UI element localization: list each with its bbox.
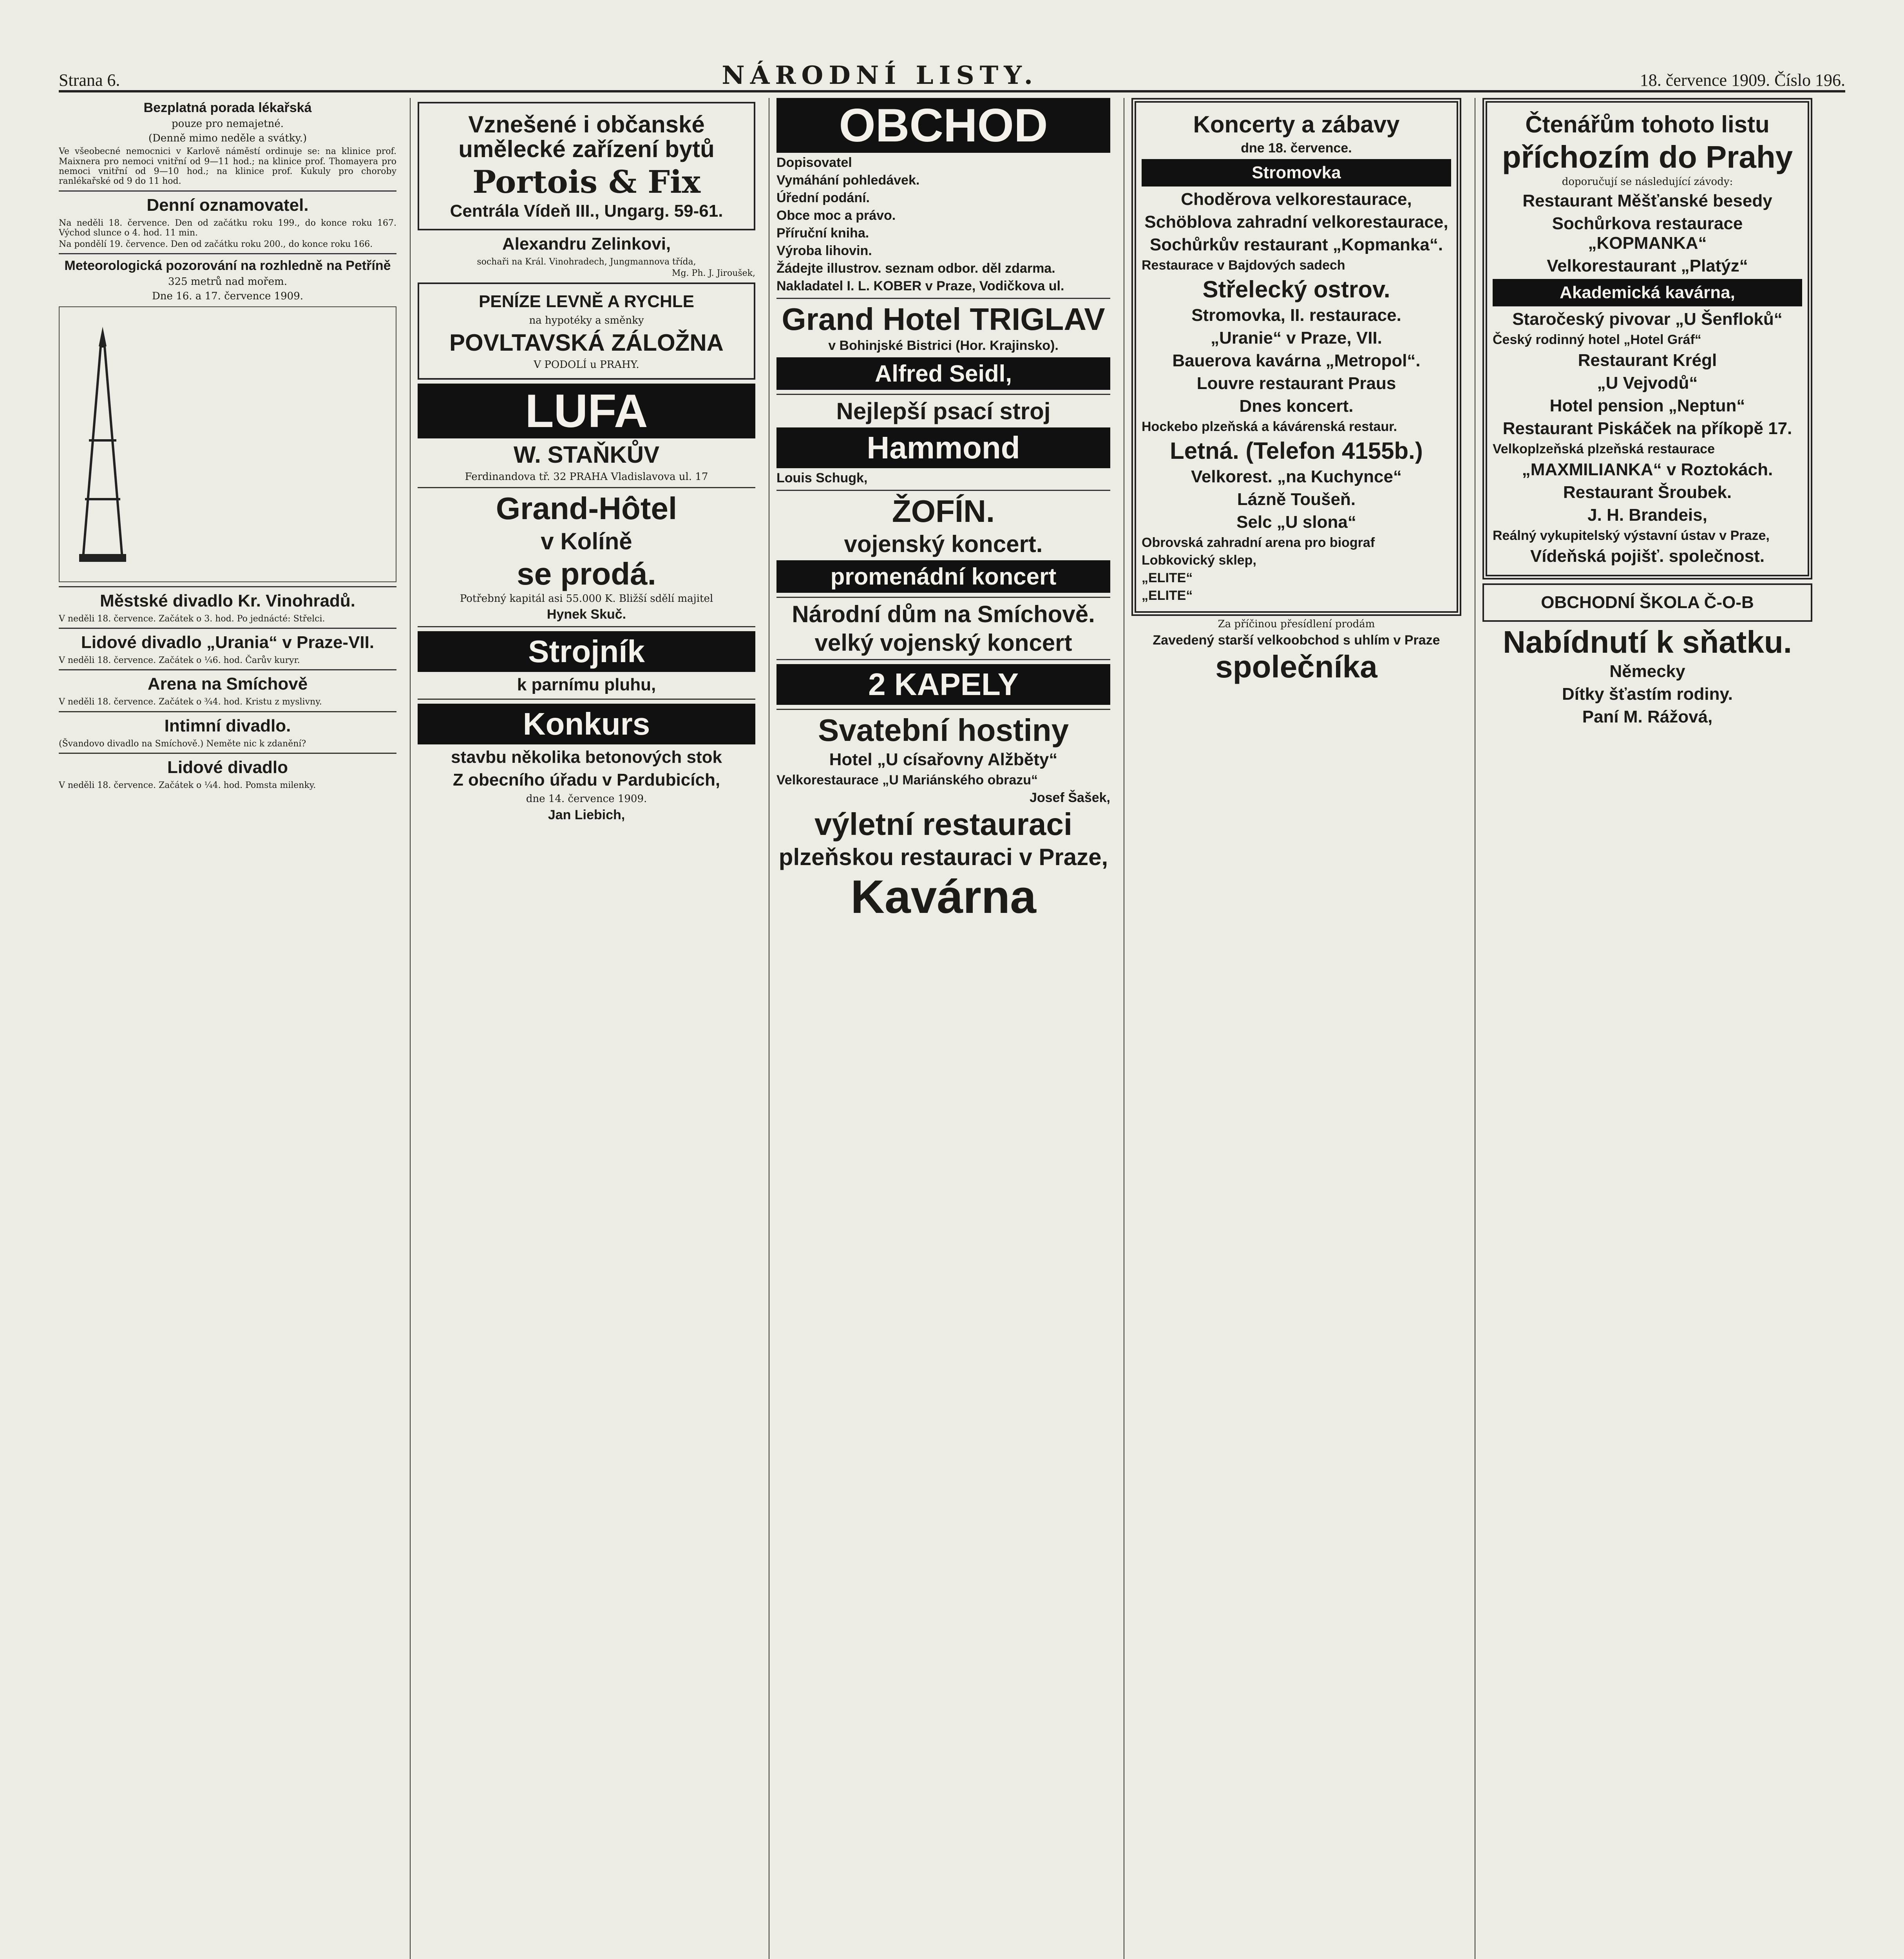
se-proda: se prodá. <box>517 556 656 591</box>
louvre: Louvre restaurant Praus <box>1196 374 1396 393</box>
pardubice-date: dne 14. července 1909. <box>526 793 647 805</box>
podoli: V PODOLÍ u PRAHY. <box>534 359 639 371</box>
meteo-date: Dne 16. a 17. července 1909. <box>152 290 304 302</box>
smichov-text: V neděli 18. července. Začátek o ¾4. hod. Kristu z myslivny. <box>59 697 322 707</box>
penize-title: PENÍZE LEVNĚ A RYCHLE <box>478 291 695 311</box>
sroubek: Restaurant Šroubek. <box>1563 482 1732 502</box>
prichozim: příchozím do Prahy <box>1502 139 1793 174</box>
urania-text: V neděli 18. července. Začátek o ¼6. hod. Čarův kuryr. <box>59 655 300 666</box>
elite2: „ELITE“ <box>1142 588 1193 603</box>
triglav-title: Grand Hotel TRIGLAV <box>782 302 1105 337</box>
zavedeny: Zavedený starší velkoobchod s uhlím v Praze <box>1153 632 1440 648</box>
seidl: Alfred Seidl, <box>776 357 1110 390</box>
obrovska: Obrovská zahradní arena pro biograf <box>1142 535 1375 550</box>
portois-logo: Portois & Fix <box>472 163 701 200</box>
poradna-text: Ve všeobecné nemocnici v Karlově náměstí ordinuje se: na klinice prof. Maixnera pro nemoci vnitřní od 9—11 hod.; na klinice prof. Thomayera pro nemoci vnitřní od 9—10 hod.; na klinice prof. Kukuly pro choroby ranlékařské od 9 do 11 hod. <box>59 147 396 186</box>
divider <box>418 699 755 700</box>
chodera: Choděrova velkorestaurace, <box>1181 190 1412 209</box>
obchodni: OBCHODNÍ ŠKOLA Č-O-B <box>1541 592 1754 612</box>
kober: Nakladatel I. L. KOBER v Praze, Vodičkova ul. <box>776 279 1064 293</box>
column-4 <box>1124 98 1468 1959</box>
divider <box>59 669 396 670</box>
konkurs-title: Konkurs <box>418 704 755 744</box>
divider <box>776 394 1110 395</box>
obchodni-skola <box>1482 583 1812 622</box>
kapely-title: 2 KAPELY <box>776 664 1110 705</box>
velky-koncert: velký vojenský koncert <box>814 630 1072 656</box>
intimni-title: Intimní divadlo. <box>164 716 291 735</box>
zelinkovi-sub: sochaři na Král. Vinohradech, Jungmannova třída, <box>477 257 696 267</box>
newspaper-title: NÁRODNÍ LISTY. <box>722 61 1038 90</box>
divider <box>776 659 1110 660</box>
grand-text: Potřebný kapitál asi 55.000 K. Bližší sdělí majitel <box>460 592 713 605</box>
platyz: Velkorestaurant „Platýz“ <box>1547 256 1748 275</box>
zelinkovi-title: Alexandru Zelinkovi, <box>502 234 671 253</box>
nemecky: Německy <box>1609 661 1685 681</box>
ditky: Dítky šťastím rodiny. <box>1562 684 1733 704</box>
divider <box>59 253 396 254</box>
ctenarum-frame <box>1482 98 1812 579</box>
slona: Selc „U slona“ <box>1236 512 1356 532</box>
graf: Český rodinný hotel „Hotel Gráf“ <box>1493 332 1701 347</box>
vymahani: Vymáhání pohledávek. <box>776 173 920 188</box>
uranie: „Uranie“ v Praze, VII. <box>1211 328 1382 348</box>
divider <box>776 597 1110 598</box>
stromovka2: Stromovka, II. restaurace. <box>1191 306 1401 325</box>
denni-text1: Na neděli 18. července. Den od začátku roku 199., do konce roku 167. Východ slunce o 4. hod. 11 min. <box>59 218 396 238</box>
smichov-title: Arena na Smíchově <box>147 674 308 694</box>
meteo-sub: 325 metrů nad mořem. <box>168 276 287 288</box>
stankuv-addr: Ferdinandova tř. 32 PRAHA Vladislavova ul. 17 <box>465 471 708 483</box>
divider <box>776 298 1110 299</box>
centrala: Centrála Vídeň III., Ungarg. 59-61. <box>450 201 723 221</box>
date-issue: 18. července 1909. Číslo 196. <box>1640 71 1845 90</box>
senfloku: Staročeský pivovar „U Šenfloků“ <box>1512 309 1783 329</box>
koncerty-date: dne 18. července. <box>1241 141 1352 156</box>
sasek: Josef Šašek, <box>1029 790 1110 805</box>
dopisovatel: Dopisovatel <box>776 155 852 170</box>
liebich: Jan Liebich, <box>548 807 625 822</box>
koncerty-title: Koncerty a zábavy <box>1193 111 1400 138</box>
divider <box>59 753 396 754</box>
strojnik-title: Strojník <box>418 631 755 672</box>
vinohrady-text: V neděli 18. července. Začátek o 3. hod. Po jednácté: Střelci. <box>59 614 325 624</box>
prirucni: Příruční kniha. <box>776 226 869 241</box>
velkorestaurace: Velkorestaurace „U Mariánského obrazu“ <box>776 773 1038 788</box>
vinohrady-title: Městské divadlo Kr. Vinohradů. <box>100 591 356 610</box>
column-2 <box>410 98 762 1959</box>
svatebni-title: Svatební hostiny <box>818 713 1069 748</box>
divider <box>59 190 396 192</box>
neptun: Hotel pension „Neptun“ <box>1549 396 1745 415</box>
grand-hotel-title: Grand-Hôtel <box>496 491 677 526</box>
grand-sign: Hynek Skuč. <box>547 607 626 622</box>
pardubice: Z obecního úřadu v Pardubicích, <box>452 770 720 790</box>
meteo-table <box>59 306 396 582</box>
vyroba: Výroba lihovin. <box>776 243 872 258</box>
stankuv: W. STAŇKŮV <box>513 441 660 468</box>
divider <box>776 490 1110 491</box>
columns <box>59 98 1845 1959</box>
dnes-koncert: Dnes koncert. <box>1239 397 1354 416</box>
hammond-logo: Hammond <box>776 427 1110 468</box>
poradna-title: Bezplatná porada lékařská <box>143 100 312 115</box>
kavarna-title: Kavárna <box>851 871 1036 923</box>
denni-title: Denní oznamovatel. <box>147 195 309 215</box>
vltavska: POVLTAVSKÁ ZÁLOŽNA <box>449 330 724 356</box>
strelecky: Střelecký ostrov. <box>1202 276 1390 302</box>
hegeruv: Hotel „U císařovny Alžběty“ <box>829 750 1058 769</box>
denni-text2: Na pondělí 19. července. Den od začátku roku 200., do konce roku 166. <box>59 239 373 250</box>
masthead <box>59 47 1845 92</box>
obchod-title: OBCHOD <box>776 98 1110 153</box>
divider <box>418 626 755 627</box>
k-parnimu: k parnímu pluhu, <box>517 675 656 695</box>
penize-sub: na hypotéky a směnky <box>529 314 644 326</box>
vyletni: výletní restauraci <box>814 807 1073 842</box>
column-3 <box>769 98 1117 1959</box>
reimsky: Reálný vykupitelský výstavní ústav v Praze, <box>1493 528 1770 543</box>
urania-title: Lidové divadlo „Urania“ v Praze-VII. <box>81 633 375 652</box>
divider <box>418 487 755 488</box>
na-prodej: Za příčinou přesídlení prodám <box>1218 618 1375 630</box>
sochurova: Sochůrkova restaurace „KOPMANKA“ <box>1552 214 1743 253</box>
divider <box>59 586 396 587</box>
zelinkovi-sign: Mg. Ph. J. Jiroušek, <box>671 268 755 279</box>
spolecnika: společníka <box>1215 649 1377 684</box>
narodni-dum: Národní dům na Smíchově. <box>792 601 1095 627</box>
meteo-title: Meteorologická pozorování na rozhledně na Petříně <box>64 258 391 273</box>
penize-ad <box>418 282 755 380</box>
column-1 <box>59 98 404 1959</box>
lufa-logo: LUFA <box>418 384 755 438</box>
letna: Letná. (Telefon 4155b.) <box>1170 438 1423 464</box>
column-5 <box>1475 98 1819 1959</box>
lazne: Lázně Toušeň. <box>1237 490 1356 509</box>
psaci-title: Nejlepší psací stroj <box>836 398 1051 424</box>
zofin-sub: vojenský koncert. <box>844 531 1043 557</box>
stromovka: Stromovka <box>1142 159 1451 186</box>
lidove-text: V neděli 18. července. Začátek o ¼4. hod. Pomsta milenky. <box>59 780 316 790</box>
vzneseni-title: Vznešené i občanské umělecké zařízení bytů <box>458 111 715 162</box>
vejvodu: „U Vejvodů“ <box>1597 373 1698 393</box>
zadejte: Žádejte illustrov. seznam odbor. děl zdarma. <box>776 261 1055 276</box>
bohinjska: v Bohinjské Bistrici (Hor. Krajinsko). <box>828 338 1059 353</box>
nabidnuti: Nabídnutí k sňatku. <box>1503 624 1792 659</box>
stavbu: stavbu několika betonových stok <box>451 748 722 767</box>
schugk: Louis Schugk, <box>776 471 868 485</box>
videnska: Vídeňská pojišť. společnost. <box>1530 546 1765 566</box>
promenadni: promenádní koncert <box>776 560 1110 593</box>
restaurace-bajd: Restaurace v Bajdových sadech <box>1142 258 1345 273</box>
ctenarum: Čtenářům tohoto listu <box>1525 111 1770 138</box>
obce: Obce moc a právo. <box>776 208 896 223</box>
brandeis: J. H. Brandeis, <box>1587 505 1707 525</box>
piskacek: Restaurant Piskáček na příkopě 17. <box>1502 418 1792 438</box>
portois-ad <box>418 102 755 230</box>
v-koline: v Kolíně <box>541 528 632 554</box>
divider <box>59 628 396 629</box>
razova: Paní M. Rážová, <box>1582 707 1713 726</box>
akademicka: Akademická kavárna, <box>1493 279 1802 306</box>
doporucuji: doporučují se následující závody: <box>1562 176 1733 188</box>
elite1: „ELITE“ <box>1142 570 1193 585</box>
velkorest-kuchyne: Velkorest. „na Kuchynce“ <box>1191 467 1402 486</box>
divider <box>59 711 396 712</box>
uredni: Úřední podání. <box>776 190 870 205</box>
maximiliank: „MAXMILIANKA“ v Roztokách. <box>1522 460 1773 479</box>
plzenska: Velkoplzeňská plzeňská restaurace <box>1493 441 1715 456</box>
lobkovicky: Lobkovický sklep, <box>1142 553 1256 568</box>
koncerty-frame <box>1131 98 1461 616</box>
divider <box>776 709 1110 710</box>
lidove-title: Lidové divadlo <box>167 757 288 777</box>
schoblova: Schöblova zahradní velkorestaurace, <box>1144 212 1448 232</box>
poradna-sub: pouze pro nemajetné. <box>172 118 284 130</box>
hockebo: Hockebo plzeňská a kávárenská restaur. <box>1142 419 1397 434</box>
page-label: Strana 6. <box>59 71 120 90</box>
sochurkuv: Sochůrkův restaurant „Kopmanka“. <box>1149 235 1443 254</box>
intimni-text: (Švandovo divadlo na Smíchově.) Neměte nic k zdanění? <box>59 739 306 749</box>
kregl: Restaurant Krégl <box>1578 350 1717 370</box>
mestanske: Restaurant Měšťanské besedy <box>1522 191 1772 210</box>
zofin-title: ŽOFÍN. <box>892 494 995 529</box>
petrin-tower-illustration <box>67 323 138 566</box>
plzensk: plzeňskou restauraci v Praze, <box>778 844 1108 870</box>
poradna-note: (Denně mimo neděle a svátky.) <box>148 132 307 144</box>
bauerova: Bauerova kavárna „Metropol“. <box>1172 351 1421 370</box>
